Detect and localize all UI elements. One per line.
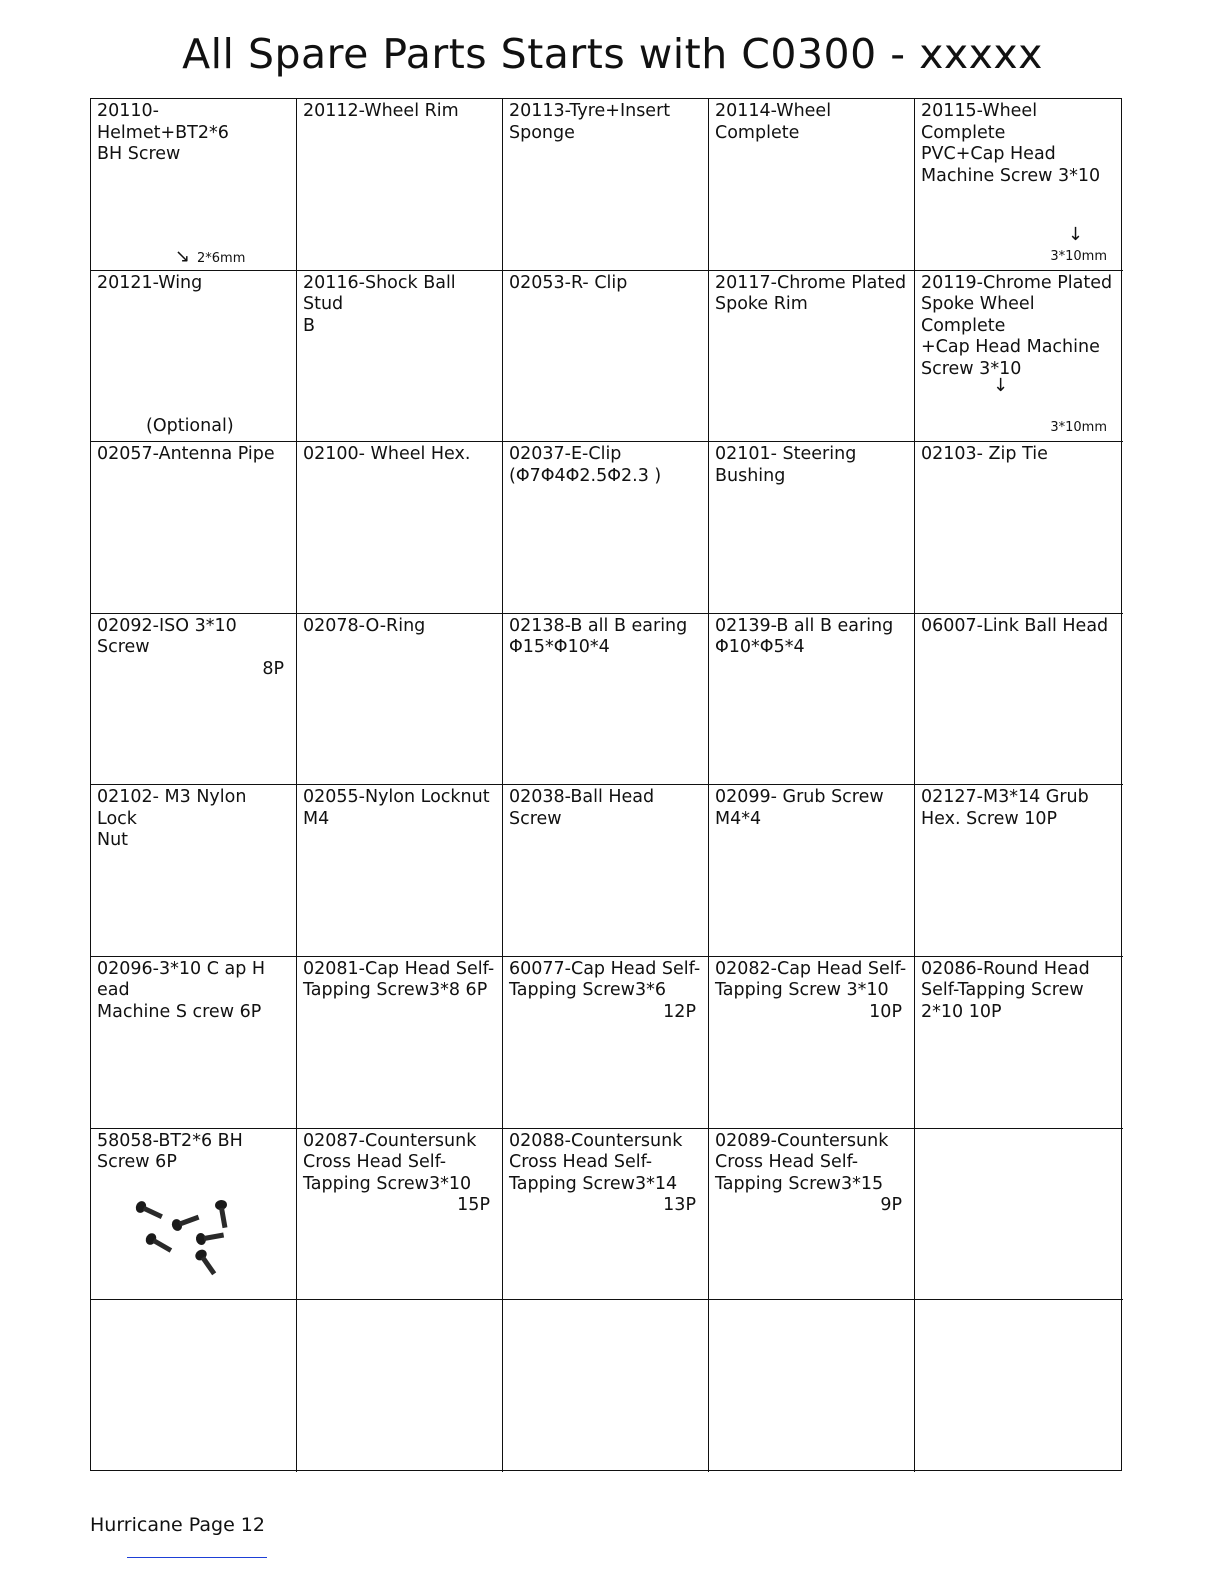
part-cell (503, 785, 709, 957)
part-label: 20112-Wheel Rim (303, 101, 459, 121)
part-cell (915, 785, 1123, 957)
part-cell (709, 99, 915, 271)
part-cell (915, 271, 1123, 443)
part-label: 20115-Wheel Complete PVC+Cap Head Machine Screw 3*10 (921, 101, 1101, 186)
part-quantity: 15P (457, 1195, 490, 1216)
part-quantity: 10P (869, 1001, 902, 1022)
part-label: 02096-3*10 C ap H ead Machine S crew 6P (97, 958, 266, 1022)
part-label: 02053-R- Clip (509, 272, 628, 293)
part-label: 02057-Antenna Pipe (97, 444, 275, 465)
part-cell (503, 99, 709, 271)
part-cell (915, 1300, 1123, 1472)
part-cell (503, 442, 709, 614)
part-cell (915, 99, 1123, 271)
part-label: 02101- Steering Bushing (715, 444, 857, 486)
part-quantity: 13P (663, 1195, 696, 1216)
size-note: 2*6mm (197, 250, 246, 266)
part-cell (91, 614, 297, 786)
part-cell (709, 442, 915, 614)
part-cell (915, 1129, 1123, 1301)
part-cell (91, 1129, 297, 1301)
part-label: 60077-Cap Head Self- Tapping Screw3*6 (509, 958, 701, 1001)
footer-link-underline (127, 1557, 267, 1558)
part-cell (709, 614, 915, 786)
part-label: 02092-ISO 3*10 Screw (97, 615, 237, 658)
part-label: 20117-Chrome Plated Spoke Rim (715, 272, 907, 315)
part-label: 20110-Helmet+BT2*6 BH Screw (97, 101, 229, 164)
part-cell (709, 785, 915, 957)
part-label: 20121-Wing (97, 272, 203, 293)
part-cell (297, 785, 503, 957)
part-cell (503, 614, 709, 786)
part-label: 20114-Wheel Complete (715, 101, 832, 143)
part-label: 02089-Countersunk Cross Head Self- Tapping Screw3*15 (715, 1130, 889, 1194)
part-label: 02087-Countersunk Cross Head Self- Tapping Screw3*10 (303, 1130, 477, 1194)
part-label: 02078-O-Ring (303, 615, 426, 636)
part-cell (91, 1300, 297, 1472)
part-cell (503, 1129, 709, 1301)
part-label: 20119-Chrome Plated Spoke Wheel Complete +Cap Head Machine Screw 3*10 (921, 272, 1113, 379)
part-cell (915, 957, 1123, 1129)
part-cell (297, 957, 503, 1129)
part-label: 20113-Tyre+Insert Sponge (509, 101, 671, 143)
part-cell (297, 442, 503, 614)
part-quantity: 12P (663, 1001, 696, 1022)
part-cell (709, 957, 915, 1129)
part-label: 02100- Wheel Hex. (303, 444, 471, 465)
part-label: 02099- Grub Screw M4*4 (715, 787, 884, 829)
part-label: 06007-Link Ball Head (921, 615, 1109, 636)
part-cell (915, 442, 1123, 614)
part-label: 58058-BT2*6 BH Screw 6P (97, 1130, 243, 1173)
part-cell (91, 99, 297, 271)
part-label: 20116-Shock Ball Stud B (303, 272, 456, 336)
part-cell (709, 1300, 915, 1472)
part-label: 02038-Ball Head Screw (509, 787, 655, 829)
part-cell (91, 442, 297, 614)
part-cell (297, 1129, 503, 1301)
size-note: 3*10mm (1050, 248, 1107, 264)
part-cell (915, 614, 1123, 786)
part-label: 02139-B all B earing Φ10*Φ5*4 (715, 615, 894, 658)
size-note: 3*10mm (1050, 420, 1107, 436)
part-label: 02103- Zip Tie (921, 444, 1048, 465)
part-cell (91, 271, 297, 443)
part-label: 02082-Cap Head Self- Tapping Screw 3*10 (715, 958, 907, 1001)
part-label: 02086-Round Head Self-Tapping Screw 2*10 10P (921, 958, 1090, 1022)
part-cell (709, 271, 915, 443)
part-cell (91, 957, 297, 1129)
part-label: 02088-Countersunk Cross Head Self- Tapping Screw3*14 (509, 1130, 683, 1194)
part-cell (297, 271, 503, 443)
pointer-arrow-icon: ↘ (175, 245, 191, 267)
part-cell (297, 614, 503, 786)
optional-note: (Optional) (146, 415, 234, 436)
part-label: 02102- M3 Nylon Lock Nut (97, 787, 247, 851)
part-label: 02138-B all B earing Φ15*Φ10*4 (509, 615, 688, 658)
page-footer: Hurricane Page 12 (90, 1514, 265, 1536)
part-cell (297, 1300, 503, 1472)
part-label: 02037-E-Clip (Φ7Φ4Φ2.5Φ2.3 ) (509, 444, 662, 486)
part-label: 02055-Nylon Locknut M4 (303, 787, 490, 829)
parts-grid (90, 98, 1122, 1471)
part-cell (503, 957, 709, 1129)
part-quantity: 9P (880, 1195, 902, 1216)
part-label: 02081-Cap Head Self- Tapping Screw3*8 6P (303, 958, 495, 1001)
pointer-arrow-icon: ↓ (1067, 223, 1083, 245)
part-quantity: 8P (262, 658, 284, 679)
part-cell (503, 271, 709, 443)
part-cell (503, 1300, 709, 1472)
part-cell (91, 785, 297, 957)
pointer-arrow-icon: ↓ (993, 375, 1009, 397)
screw-photo-icon (131, 1195, 251, 1285)
page-title: All Spare Parts Starts with C0300 - xxxxx (182, 30, 1043, 78)
part-cell (297, 99, 503, 271)
part-cell (709, 1129, 915, 1301)
part-label: 02127-M3*14 Grub Hex. Screw 10P (921, 787, 1089, 829)
